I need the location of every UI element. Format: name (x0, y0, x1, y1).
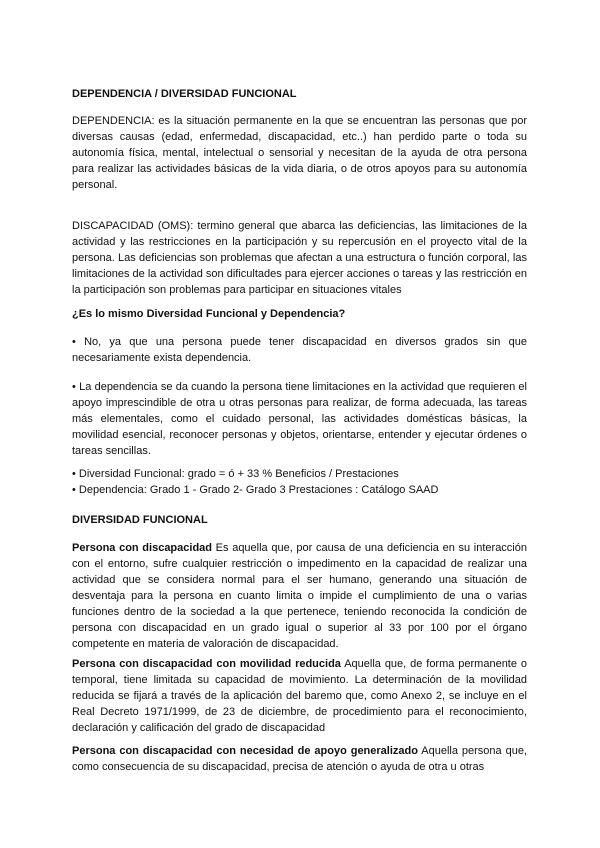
definition-text: Aquella que, de forma permanente o temporal, tiene limitada su capacidad de movimiento. La determinación de la movilidad reducida se fijará a través de la aplicación del baremo que, como Anexo 2, se incluye en el Real Decreto 1971/1999, de 23 de diciembre, de procedimiento para el reconocimiento, declaración y calificación del grado de discapacidad (72, 658, 528, 734)
definition-apoyo-generalizado (72, 743, 527, 775)
definition-text: Es aquella que, por causa de una deficiencia en su interacción con el entorno, sufre cualquier restricción o impedimento en la capacidad de realizar una actividad que se considera normal para el ser humano, generando una situación de desventaja para la persona en cuanto limita o impide el cumplimiento de una o varias funciones dentro de la sociedad a la que pertenece, teniendo reconocida la condición de persona con discapacidad en un grado igual o superior al 33 por 100 por el órgano competente en materia de valoración de discapacidad. (72, 542, 527, 650)
discapacidad-definition: DISCAPACIDAD (OMS): termino general que abarca las deficiencias, las limitaciones de la actividad y las restricciones en la participación y su repercusión en el proyecto vital de la persona. Las deficiencias son problemas que afectan a una estructura o función corporal, las limitaciones de la actividad son dificultades para ejercer acciones o tareas y las restricción en la participación son problemas para participar en situaciones vitales (72, 220, 527, 296)
answer-no: • No, ya que una persona puede tener discapacidad en diversos grados sin que necesariamente exista dependencia. (72, 336, 527, 364)
definition-term: Persona con discapacidad con necesidad de apoyo generalizado (72, 745, 418, 757)
section-title-diversidad-funcional: DIVERSIDAD FUNCIONAL (72, 514, 208, 526)
definition-text: Aquella persona que, como consecuencia de su discapacidad, precisa de atención o ayuda de otra u otras (72, 745, 527, 773)
answer-dependencia: • La dependencia se da cuando la persona tiene limitaciones en la actividad que requieren el apoyo imprescindible de otra u otras personas para realizar, de forma adecuada, las tareas más elementales, como el cuidado personal, las actividades domésticas básicas, la movilidad esencial, reconocer personas y objetos, orientarse, entender y ejecutar órdenes o tareas sencillas. (72, 381, 527, 457)
dependencia-definition: DEPENDENCIA: es la situación permanente en la que se encuentran las personas que por diversas causas (edad, enfermedad, discapacidad, etc..) han perdido parte o toda su autonomía física, mental, intelectual o sensorial y necesitan de la ayuda de otra persona para realizar las actividades básicas de la vida diaria, o de otros apoyos para su autonomía personal. (72, 115, 527, 191)
definition-term: Persona con discapacidad (72, 542, 213, 554)
definition-movilidad-reducida (72, 656, 527, 736)
definition-persona-con-discapacidad (72, 540, 527, 652)
bullet-diversidad-funcional: • Diversidad Funcional: grado = ó + 33 % Beneficios / Prestaciones (72, 468, 399, 480)
definition-term: Persona con discapacidad con movilidad reducida (72, 658, 341, 670)
bullet-dependencia-grados: • Dependencia: Grado 1 - Grado 2- Grado 3 Prestaciones : Catálogo SAAD (72, 484, 439, 496)
question-heading: ¿Es lo mismo Diversidad Funcional y Dependencia? (72, 308, 346, 320)
document-title: DEPENDENCIA / DIVERSIDAD FUNCIONAL (72, 88, 297, 100)
